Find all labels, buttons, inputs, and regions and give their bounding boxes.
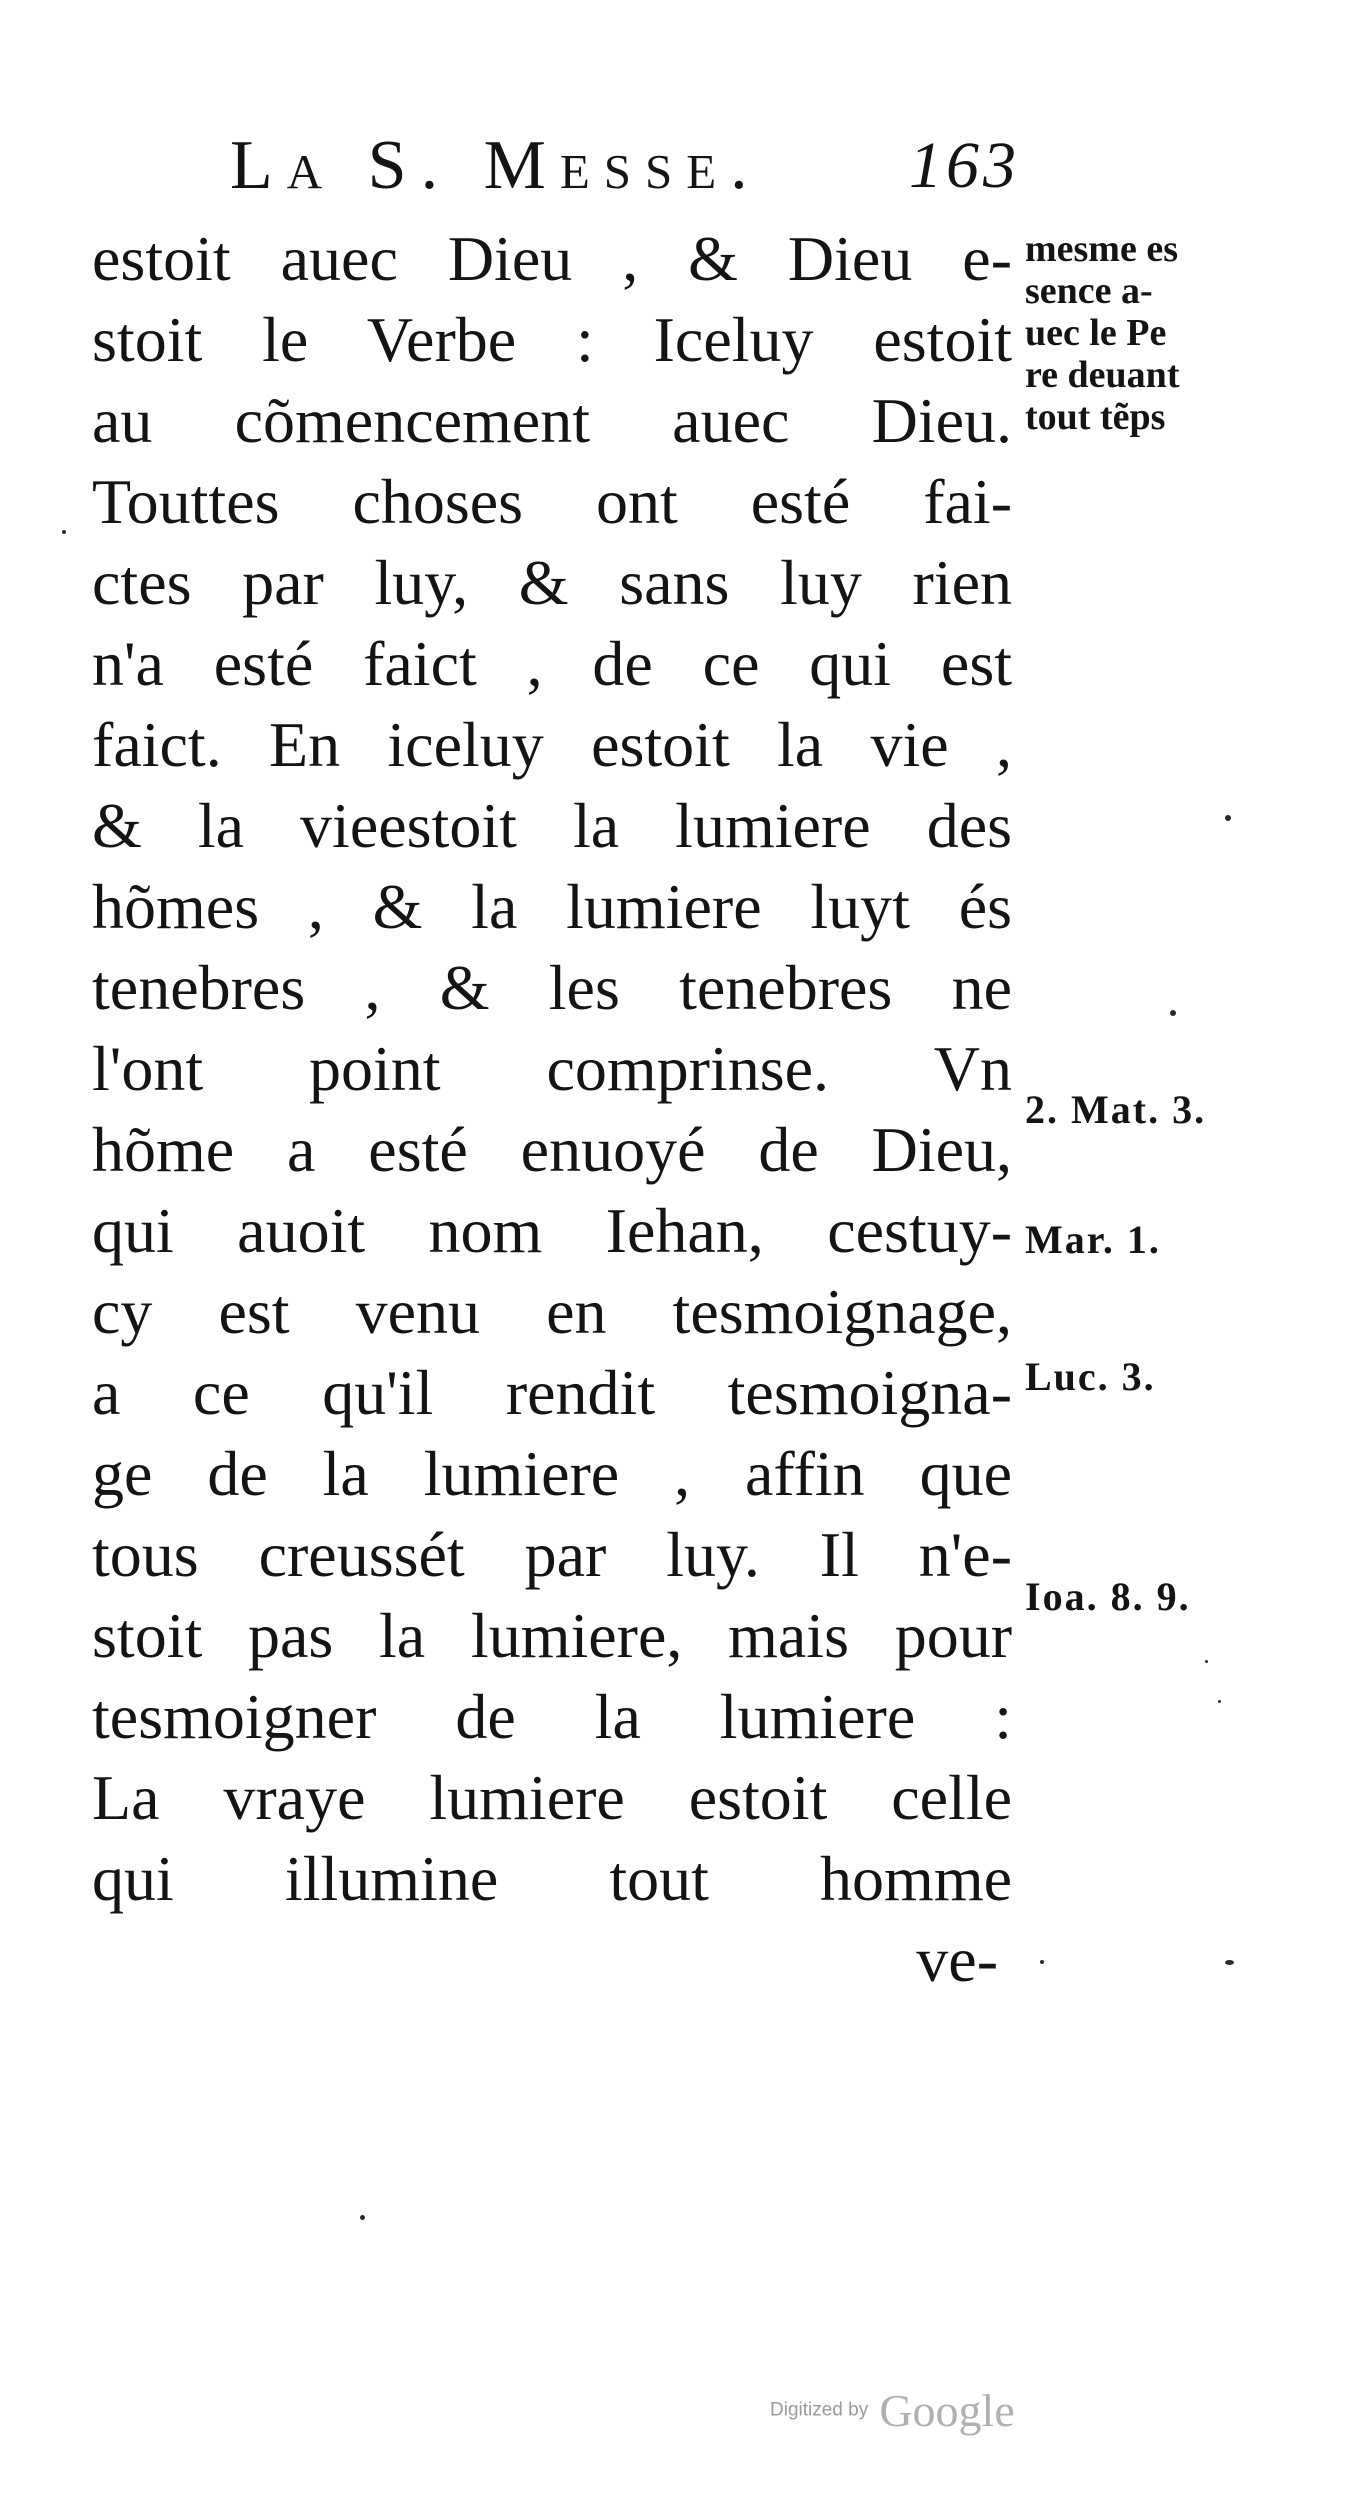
gloss-line: uec le Pe: [1025, 312, 1167, 354]
text-line: estoit auec Dieu , & Dieu e-: [92, 223, 1012, 294]
digitized-by-google: [770, 2384, 1070, 2444]
text-line: faict. En iceluy estoit la vie ,: [92, 709, 1012, 780]
ink-speck: [1225, 1960, 1234, 1965]
text-line: hõmes , & la lumiere luyt és: [92, 871, 1012, 942]
text-line: ge de la lumiere , affin que: [92, 1438, 1012, 1509]
text-line: l'ont point comprinse. Vn: [92, 1033, 1012, 1104]
ink-speck: [1040, 1960, 1044, 1964]
margin-reference: Ioa. 8. 9.: [1025, 1574, 1191, 1619]
ink-speck: [1218, 1700, 1221, 1703]
ink-speck: [360, 2215, 365, 2220]
text-line: Touttes choses ont esté fai-: [92, 466, 1012, 537]
margin-reference: 2. Mat. 3.: [1025, 1087, 1207, 1132]
running-title: La S. Messe.: [230, 127, 762, 204]
text-line: ctes par luy, & sans luy rien: [92, 547, 1012, 618]
ink-speck: [1205, 1660, 1208, 1663]
text-line: stoit le Verbe : Iceluy estoit: [92, 304, 1012, 375]
text-line: qui auoit nom Iehan, cestuy-: [92, 1195, 1012, 1266]
margin-reference: Luc. 3.: [1025, 1354, 1156, 1399]
text-line: qui illumine tout homme: [92, 1843, 1012, 1914]
gloss-line: re deuant: [1025, 354, 1180, 396]
gloss-line: tout tẽps: [1025, 396, 1166, 438]
google-logo: Google: [879, 2385, 1015, 2436]
gloss-line: mesme es: [1025, 228, 1178, 270]
text-line: n'a esté faict , de ce qui est: [92, 628, 1012, 699]
text-line: La vraye lumiere estoit celle: [92, 1762, 1012, 1833]
page-number: 163: [909, 129, 1020, 202]
text-line: cy est venu en tesmoignage,: [92, 1276, 1012, 1347]
text-line: stoit pas la lumiere, mais pour: [92, 1600, 1012, 1671]
text-line: a ce qu'il rendit tesmoigna-: [92, 1357, 1012, 1428]
marginal-gloss: [1025, 228, 1280, 438]
digitized-by-label: Digitized by: [770, 2399, 869, 2421]
catchword: ve-: [916, 1924, 998, 1995]
margin-reference: Mar. 1.: [1025, 1217, 1161, 1262]
text-line: tenebres , & les tenebres ne: [92, 952, 1012, 1023]
text-line: tous creussét par luy. Il n'e-: [92, 1519, 1012, 1590]
text-line: hõme a esté enuoyé de Dieu,: [92, 1114, 1012, 1185]
text-line: & la vieestoit la lumiere des: [92, 790, 1012, 861]
text-line: tesmoigner de la lumiere :: [92, 1681, 1012, 1752]
ink-speck: [1170, 1010, 1176, 1016]
body-text: [92, 218, 1012, 2000]
ink-speck: [1225, 815, 1231, 821]
ink-speck: [62, 530, 66, 534]
text-line: au cõmencement auec Dieu.: [92, 385, 1012, 456]
gloss-line: sence a-: [1025, 270, 1153, 312]
page-header: [230, 118, 1020, 214]
